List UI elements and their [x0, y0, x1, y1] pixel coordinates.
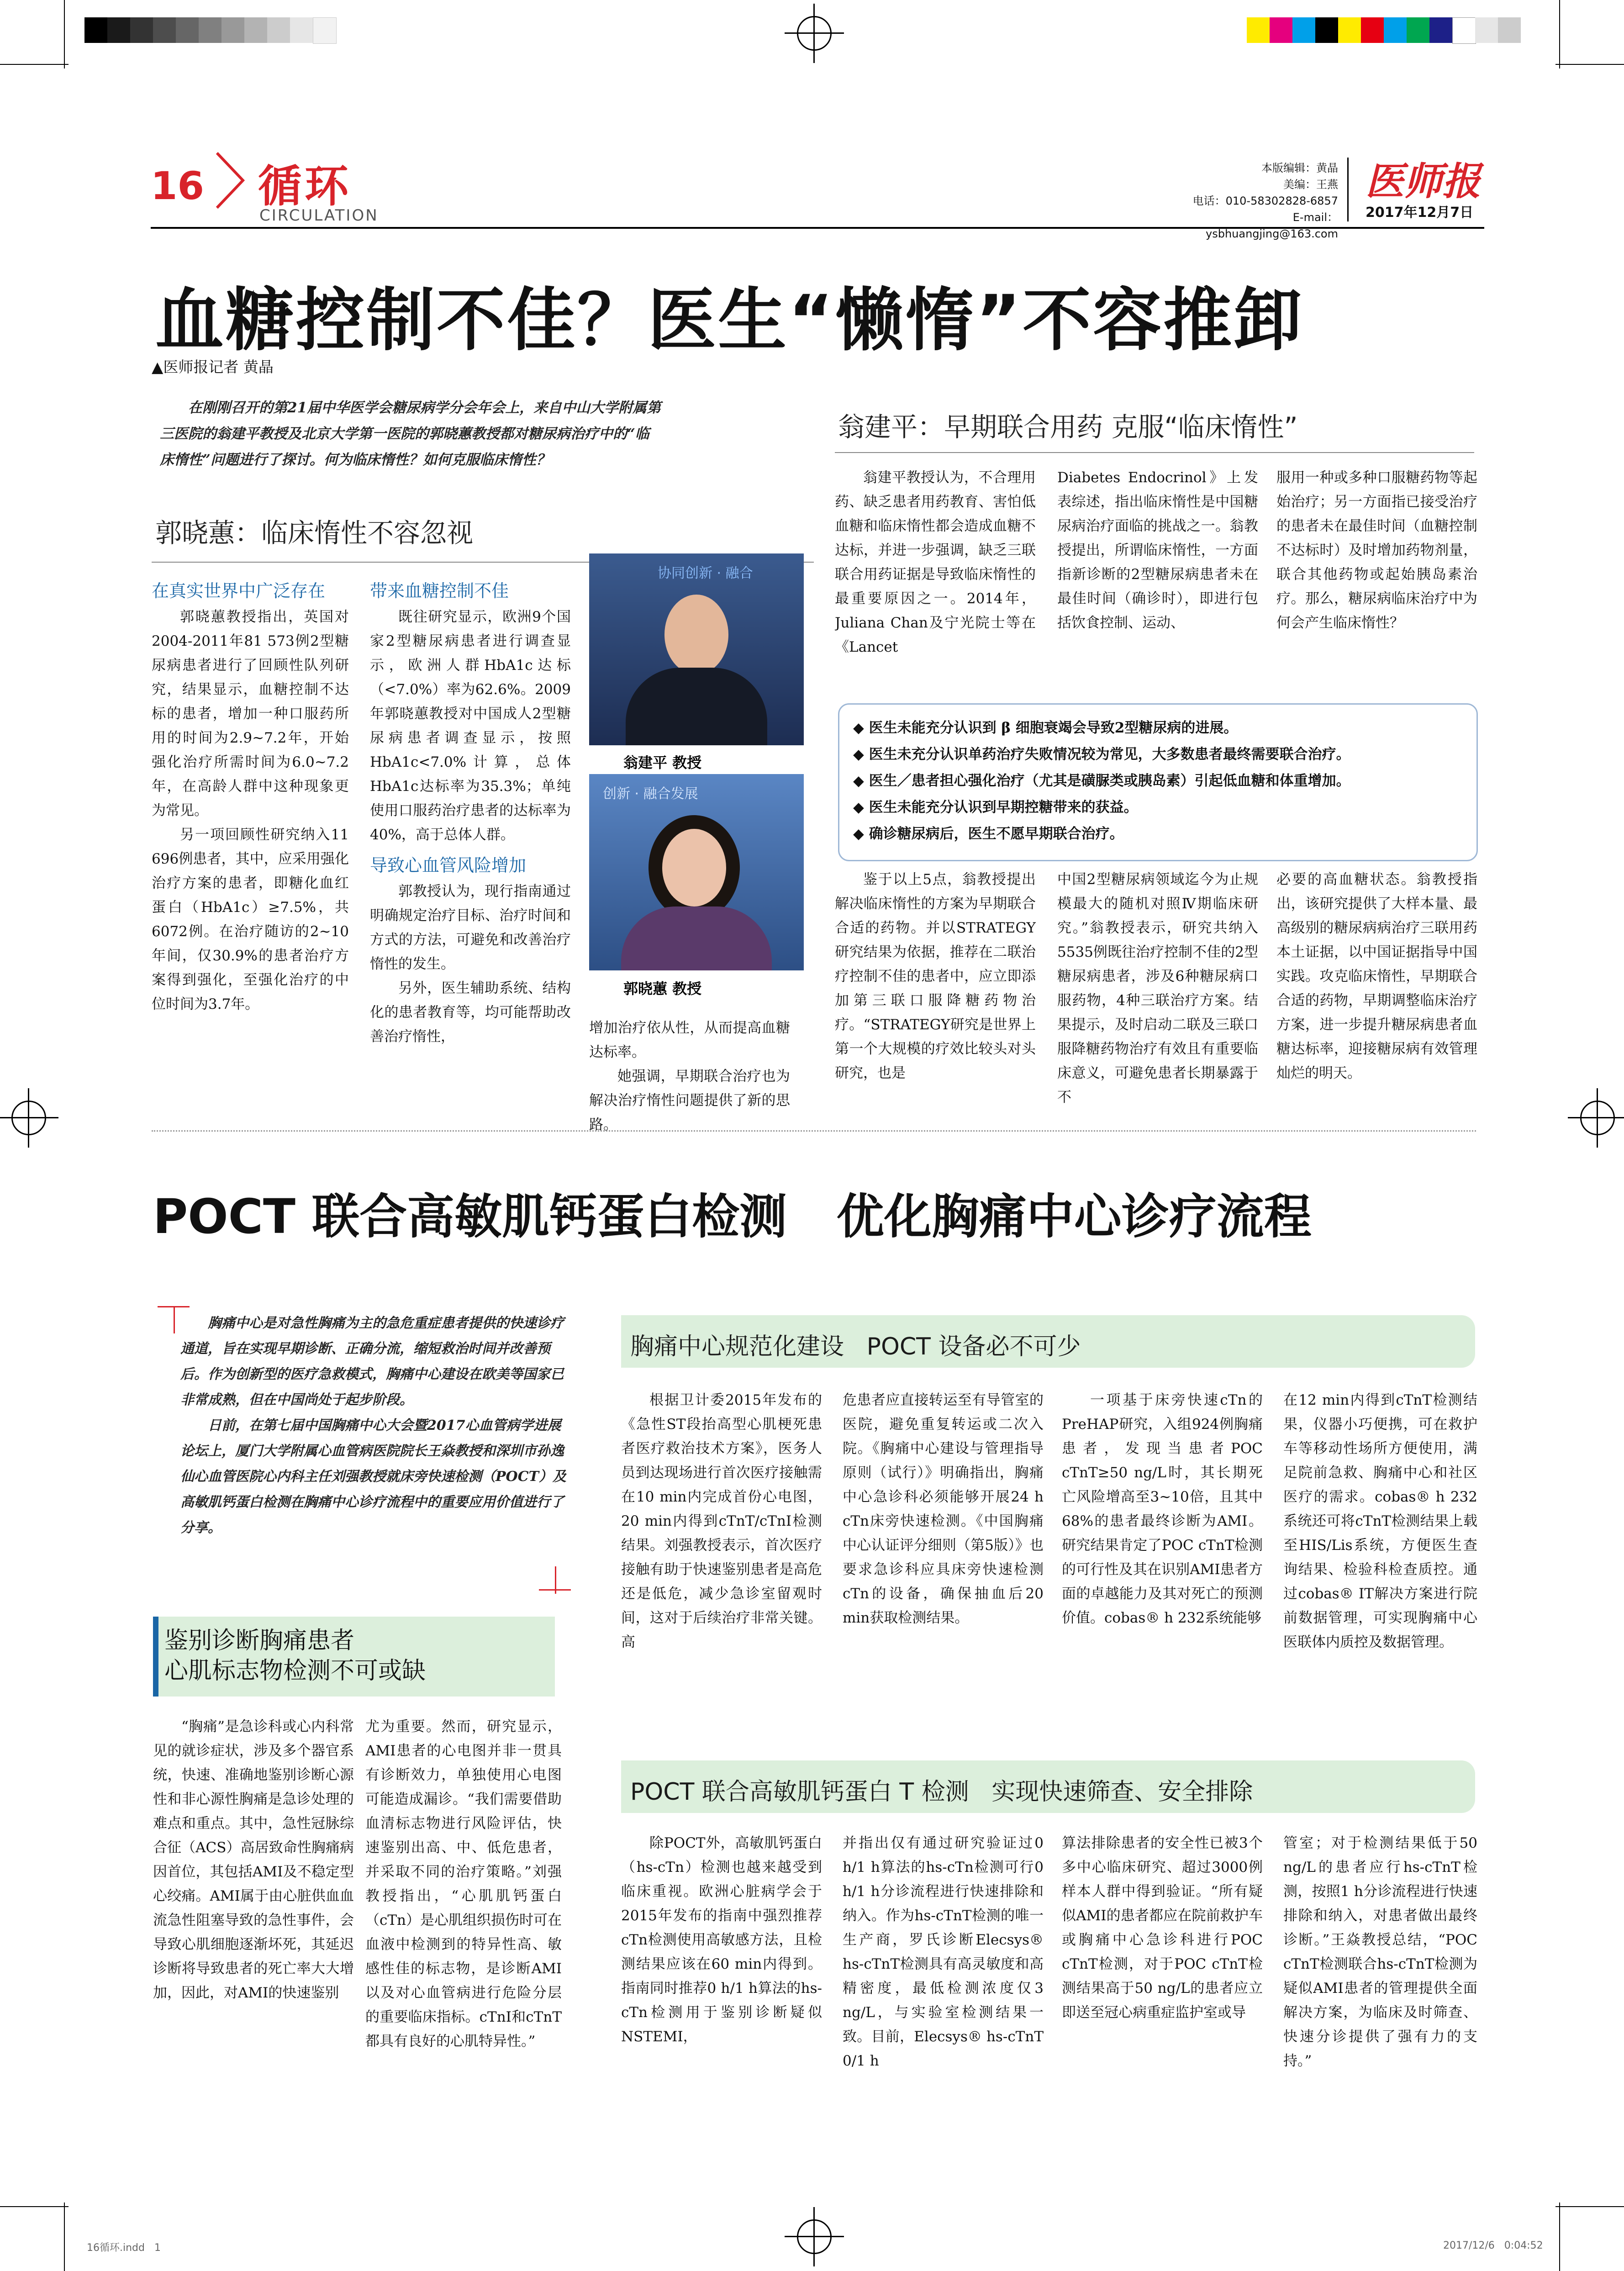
- paragraph: 管室；对于检测结果低于50 ng/L的患者应行hs-cTnT检测，按照1 h分诊流程进行快速排除和纳入，对患者做出最终诊断。”王焱教授总结，“POC cTnT检测联合hs-cTnT检测为疑似AMI患者的管理提供全面解决方案，为临床及时筛查、快速分诊提供了强有力的支持。”: [1283, 1835, 1477, 2069]
- bullet-item: [853, 768, 1476, 794]
- paragraph: 尤为重要。然而，研究显示，AMI患者的心电图并非一贯具有诊断效力，单独使用心电图可能造成漏诊。“我们需要借助血清标志物进行风险评估，快速鉴别出高、中、低危患者，并采取不同的治疗策略。”刘强教授指出，“心肌肌钙蛋白（cTn）是心肌组织损伤时可在血液中检测到的特异性高、敏感性佳的标志物，是诊断AMI以及对心血管病进行危险分层的重要临床指标。cTnI和cTnT都具有良好的心肌特异性。”: [365, 1718, 562, 2050]
- paragraph: 既往研究显示，欧洲9个国家2型糖尿病患者进行调查显示，欧洲人群HbA1c达标（<7.0%）率为62.6%。2009年郭晓蕙教授对中国成人2型糖尿病患者调查显示，按照HbA1c<7.0%计算，总体HbA1c达标率为35.3%；单纯使用口服药治疗患者的达标率为40%，高于总体人群。: [370, 609, 571, 843]
- right-section-title: 翁建平：早期联合用药 克服“临床惰性”: [838, 411, 1298, 443]
- masthead-divider: [1347, 158, 1349, 221]
- paragraph: 在12 min内得到cTnT检测结果，仪器小巧便携，可在救护车等移动性场所方便使用，满足院前急救、胸痛中心和社区医疗的需求。cobas® h 232系统还可将cTnT检测结果上载至HIS/Lis系统，方便医生查询结果、检验科检查质控。通过cobas® IT解决方案进行院前数据管理，可实现胸痛中心医联体内质控及数据管理。: [1283, 1392, 1477, 1650]
- photo1-caption: 翁建平 教授: [623, 754, 702, 771]
- right-top-col2: [1057, 466, 1258, 696]
- diamond-icon: ◆: [853, 799, 869, 816]
- photo-banner: 协同创新 · 融合: [658, 565, 753, 581]
- bullet-item: [853, 794, 1476, 821]
- paragraph: 日前，在第七届中国胸痛中心大会暨2017心血管病学进展论坛上，厦门大学附属心血管病医院院长王焱教授和深圳市孙逸仙心血管医院心内科主任刘强教授就床旁快速检测（POCT）及高敏肌钙蛋白检测在胸痛中心诊疗流程中的重要应用价值进行了分享。: [180, 1417, 566, 1536]
- right-bottom-col2: [1057, 868, 1258, 1110]
- article1-col2: [370, 579, 571, 1049]
- diamond-icon: ◆: [853, 746, 869, 763]
- registration-mark-top: [797, 16, 832, 51]
- page-number: 16: [151, 163, 204, 208]
- article1-intro: [160, 395, 808, 473]
- intro-corner-mark: [174, 1306, 175, 1333]
- paragraph: Diabetes Endocrinol》上发表综述，指出临床惰性是中国糖尿病治疗面临的挑战之一。翁教授提出，所谓临床惰性，一方面指新诊断的2型糖尿病患者未在最佳时间（确诊时），即进行包括饮食控制、运动、: [1057, 469, 1258, 631]
- band1-col1: [621, 1388, 822, 1735]
- paragraph: 算法排除患者的安全性已被3个多中心临床研究、超过3000例样本人群中得到验证。“所有疑似AMI的患者都应在院前救护车或胸痛中心急诊科进行POC cTnT检测，对于POC cTnT检测结果高于50 ng/L的患者应立即送至冠心病重症监护室或导: [1062, 1835, 1263, 2021]
- paragraph: 另外，医生辅助系统、结构化的患者教育等，均可能帮助改善治疗惰性，: [370, 980, 571, 1045]
- photo-guo-xiaohui: [589, 774, 804, 970]
- right-top-col1: [835, 466, 1036, 696]
- bullet-text: 确诊糖尿病后，医生不愿早期联合治疗。: [869, 826, 1124, 842]
- paragraph: 服用一种或多种口服糖药物等起始治疗；另一方面指已接受治疗的患者未在最佳时间（血糖控制不达标时）及时增加药物剂量，联合其他药物或起始胰岛素治疗。那么，糖尿病临床治疗中为何会产生临床惰性？: [1276, 469, 1477, 631]
- intro-line: 在刚刚召开的第21届中华医学会糖尿病学分会年会上，来自中山大学附属第: [188, 400, 661, 416]
- photo-banner: 创新 · 融合发展: [603, 786, 698, 802]
- paragraph: 鉴于以上5点，翁教授提出解决临床惰性的方案为早期联合合适的药物。并以STRATEGY研究结果为依据，推荐在二联治疗控制不佳的患者中，应立即添加第三联口服降糖药物治疗。“STRATEGY研究是世界上第一个大规模的疗效比较头对头研究，也是: [835, 871, 1036, 1081]
- paragraph: 郭晓蕙教授指出，英国对2004-2011年81 573例2型糖尿病患者进行了回顾性队列研究，结果显示，血糖控制不达标的患者，增加一种口服药所用的时间为2.9~7.2年，开始强化治疗所需时间为6.0~7.2年，在高龄人群中这种现象更为常见。: [152, 609, 349, 819]
- bullet-item: [853, 715, 1476, 741]
- bullet-text: 医生未能充分认识到早期控糖带来的获益。: [869, 799, 1138, 816]
- band2: [621, 1760, 1475, 1813]
- paragraph: 另一项回顾性研究纳入11 696例患者，其中，应采用强化治疗方案的患者，即糖化血红蛋白（HbA1c）≥7.5%，共6072例。在治疗随访的2~10年间，仅30.9%的患者治疗方案得到强化，至强化治疗的中位时间为3.7年。: [152, 827, 349, 1012]
- registration-mark-left: [11, 1101, 46, 1135]
- article2-left-col2: [365, 1715, 562, 2094]
- registration-mark-right: [1580, 1101, 1615, 1135]
- article2-left-col1: [153, 1715, 354, 2094]
- registration-mark-bottom: [797, 2219, 832, 2254]
- diamond-icon: ◆: [853, 826, 869, 842]
- left-section-title: 郭晓蕙：临床惰性不容忽视: [155, 517, 474, 548]
- subheading: 导致心血管风险增加: [370, 855, 527, 875]
- article1-headline: 血糖控制不佳？医生“懒惰”不容推卸: [155, 281, 1304, 360]
- designer: 美编：王燕: [1283, 178, 1338, 191]
- band2-col1: [621, 1831, 822, 2096]
- paragraph: 中国2型糖尿病领域迄今为止规模最大的随机对照Ⅳ期临床研究。”翁教授表示，研究共纳入5535例既往治疗控制不佳的2型糖尿病患者，涉及6种糖尿病口服药物，4种三联治疗方案。结果提示，及时启动二联及三联口服降糖药物治疗有效且有重要临床意义，可避免患者长期暴露于不: [1057, 871, 1258, 1106]
- paragraph: 危患者应直接转运至有导管室的医院，避免重复转运或二次入院。《胸痛中心建设与管理指导原则（试行）》明确指出，胸痛中心急诊科必须能够开展24 h cTn床旁快速检测。《中国胸痛中心认证评分细则（第5版）》也要求急诊科应具床旁快速检测cTn的设备，确保抽血后20 min获取检测结果。: [843, 1392, 1044, 1626]
- diamond-icon: ◆: [853, 720, 869, 736]
- editor: 本版编辑：黄晶: [1261, 162, 1338, 174]
- email: E-mail：ysbhuangjing@163.com: [1206, 211, 1338, 240]
- left-band-line1: 鉴别诊断胸痛患者: [164, 1627, 355, 1655]
- article2-headline: POCT 联合高敏肌钙蛋白检测 优化胸痛中心诊疗流程: [153, 1189, 1312, 1244]
- inertia-causes-box: [838, 703, 1478, 861]
- right-section-rule: [835, 452, 1474, 453]
- section-title: 循环: [258, 161, 351, 212]
- file-slug: 16循环.indd 1: [87, 2242, 161, 2254]
- paragraph: 除POCT外，高敏肌钙蛋白（hs-cTn）检测也越来越受到临床重视。欧洲心脏病学会于2015年发布的指南中强烈推荐cTn检测使用高敏感方法，且检测结果应该在60 min内得到。指南同时推荐0 h/1 h算法的hs-cTn检测用于鉴别诊断疑似NSTEMI，: [621, 1835, 822, 2045]
- band1-title: 胸痛中心规范化建设 POCT 设备必不可少: [630, 1333, 1081, 1360]
- band2-title: POCT 联合高敏肌钙蛋白 T 检测 实现快速筛查、安全排除: [630, 1778, 1253, 1806]
- chevron-icon: [215, 151, 247, 212]
- intro-line: 床惰性”问题进行了探讨。何为临床惰性？如何克服临床惰性？: [160, 452, 550, 468]
- portrait-head: [664, 595, 728, 674]
- band2-col3: [1062, 1831, 1263, 2096]
- paragraph: 郭教授认为，现行指南通过明确规定治疗目标、治疗时间和方式的方法，可避免和改善治疗惰性的发生。: [370, 883, 571, 972]
- portrait-head: [662, 829, 726, 906]
- photo-weng-jianping: [589, 553, 804, 745]
- left-band-accent: [153, 1617, 158, 1697]
- paragraph: 翁建平教授认为，不合理用药、缺乏患者用药教育、害怕低血糖和临床惰性都会造成血糖不达标，并进一步强调，缺乏三联联合用药证据是导致临床惰性的最重要原因之一。2014年，Juliana Chan及宁光院士等在《Lancet: [835, 469, 1036, 655]
- paragraph: 必要的高血糖状态。翁教授指出，该研究提供了大样本量、最高级别的糖尿病病治疗三联用药本土证据，以中国证据指导中国实践。攻克临床惰性，早期联合合适的药物，早期调整临床治疗方案，进一步提升糖尿病患者血糖达标率，迎接糖尿病有效管理灿烂的明天。: [1276, 871, 1477, 1081]
- bullet-item: [853, 821, 1476, 847]
- paragraph: 胸痛中心是对急性胸痛为主的急危重症患者提供的快速诊疗通道，旨在实现早期诊断、正确分流，缩短救治时间并改善预后。作为创新型的医疗急救模式，胸痛中心建设在欧美等国家已非常成熟，但在中国尚处于起步阶段。: [180, 1315, 564, 1408]
- paragraph: “胸痛”是急诊科或心内科常见的就诊症状，涉及多个器官系统，快速、准确地鉴别诊断心源性和非心源性胸痛是急诊处理的难点和重点。其中，急性冠脉综合征（ACS）高居致命性胸痛病因首位，其包括AMI及不稳定型心绞痛。AMI属于由心脏供血血流急性阻塞导致的急性事件，会导致心肌细胞逐渐坏死，其延迟诊断将导致患者的死亡率大大增加，因此，对AMI的快速鉴别: [153, 1718, 354, 2001]
- portrait-body: [626, 668, 767, 745]
- photo2-caption: 郭晓蕙 教授: [623, 980, 702, 997]
- byline: ▲医师报记者 黄晶: [152, 358, 274, 376]
- left-band-title: [164, 1626, 426, 1686]
- section-subtitle: CIRCULATION: [259, 206, 379, 225]
- editor-info: [1169, 160, 1338, 242]
- band2-col2: [843, 1831, 1044, 2096]
- bullet-text: 医生未能充分认识到 β 细胞衰竭会导致2型糖尿病的进展。: [869, 720, 1238, 736]
- intro-line: 三医院的翁建平教授及北京大学第一医院的郭晓蕙教授都对糖尿病治疗中的“临: [160, 426, 649, 442]
- phone: 电话：010-58302828-6857: [1192, 195, 1338, 207]
- band1-col3: [1062, 1388, 1263, 1735]
- article2-intro: [180, 1311, 569, 1541]
- bullet-text: 医生未充分认识单药治疗失败情况较为常见，大多数患者最终需要联合治疗。: [869, 746, 1350, 763]
- right-bottom-col1: [835, 868, 1036, 1110]
- portrait-body: [621, 906, 772, 970]
- intro-corner-mark: [555, 1566, 556, 1594]
- article1-col3: [589, 1016, 790, 1137]
- paper-logo: 医师报: [1366, 158, 1481, 204]
- paragraph: 并指出仅有通过研究验证过0 h/1 h算法的hs-cTn检测可行0 h/1 h分诊流程进行快速排除和纳入。作为hs-cTnT检测的唯一生产商，罗氏诊断Elecsys® hs-cTnT检测具有高灵敏度和高精密度，最低检测浓度仅3 ng/L，与实验室检测结果一致。目前，Elecsys® hs-cTnT 0/1 h: [843, 1835, 1044, 2069]
- diamond-icon: ◆: [853, 773, 869, 789]
- right-bottom-col3: [1276, 868, 1477, 1110]
- paragraph: 根据卫计委2015年发布的《急性ST段抬高型心肌梗死患者医疗救治技术方案》，医务人员到达现场进行首次医疗接触需在10 min内完成首份心电图，20 min内得到cTnT/cTnI检测结果。刘强教授表示，首次医疗接触有助于快速鉴别患者是高危还是低危，减少急诊室留观时间，这对于后续治疗非常关键。高: [621, 1392, 822, 1650]
- band1: [621, 1315, 1475, 1368]
- article1-col1: [152, 579, 349, 1017]
- paragraph: 增加治疗依从性，从而提高血糖达标率。: [589, 1020, 790, 1060]
- band1-col4: [1283, 1388, 1477, 1735]
- issue-date: 2017年12月7日: [1366, 205, 1474, 221]
- left-band-line2: 心肌标志物检测不可或缺: [164, 1657, 426, 1685]
- paragraph: 一项基于床旁快速cTn的PreHAP研究，入组924例胸痛患者，发现当患者POC cTnT≥50 ng/L时，其长期死亡风险增高至3~10倍，且其中68%的患者最终诊断为AMI。研究结果肯定了POC cTnT检测的可行性及其在识别AMI患者方面的卓越能力及其对死亡的预测价值。cobas® h 232系统能够: [1062, 1392, 1263, 1626]
- timestamp-slug: 2017/12/6 0:04:52: [1443, 2240, 1543, 2251]
- right-top-col3: [1276, 466, 1477, 696]
- subheading: 带来血糖控制不佳: [370, 581, 509, 601]
- bullet-item: [853, 741, 1476, 768]
- band2-col4: [1283, 1831, 1477, 2096]
- band1-col2: [843, 1388, 1044, 1735]
- bullet-text: 医生／患者担心强化治疗（尤其是磺脲类或胰岛素）引起低血糖和体重增加。: [869, 773, 1350, 789]
- article-divider: [152, 1130, 1476, 1132]
- subheading: 在真实世界中广泛存在: [152, 581, 326, 601]
- paragraph: 她强调，早期联合治疗也为解决治疗惰性问题提供了新的思路。: [589, 1068, 790, 1133]
